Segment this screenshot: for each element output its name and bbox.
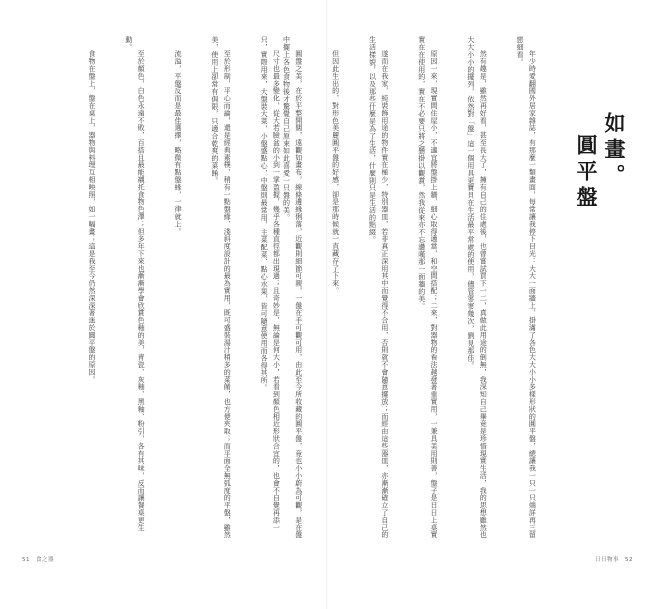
paragraph: 尺寸也最多變化，從大若臉盆的小到一掌盈握，幾乎各種直徑都出現過；且奇妙是，無論是何大小，若看到顏色相近形狀合宜的，也會不自覺再添一只，實際用來，大盤裝大菜，小盤盛點心，中盤則最常用，主菜配菜、點心水果，皆可隨意使用而各得其所。 — [260, 36, 281, 531]
paragraph: 圓盤之美，在於平整開闊，遠觀如畫布，線條邊緣俐落，近觀則細節可親，一盤在手可觀可用，由此至今所收藏的圓平盤，竟也小小蔚為可觀，是在盤中擺上各色食物後才驚覺自己原來如此喜愛一只盤的美。 — [282, 36, 303, 539]
paragraph: 原因一來，現實間住屋小，不適宜將盤掛上牆，細心取得適當，和空間搭配；二來，對器物的看法越發著重實用，一兼具美用則善，盤子是日日上桌實實在在使用的，實在不必要只將之懸掛以觀賞，然我從來亦不忘讚嘆那一面牆的美。 — [417, 36, 439, 539]
chapter-title — [601, 112, 627, 190]
right-page — [282, 0, 655, 609]
title-line-1: 如畫。 — [602, 112, 627, 190]
paragraph: 至於形制，平心而論，還是經典素樸、稍有一點盤緣、淺斜度設計的最為實用，既可盛裝湯汁稍多的菜餚，也方便夾取；而平面全無弧度的平盤，雖然美，使用上卻常有侷限，只適合乾爽的菜餚。 — [210, 36, 232, 539]
paragraph: 食物在盤上，盤在桌上，器物與料理互相映照，如一幅畫；這是我至今仍然深深著迷於圓平盤的原因。 — [87, 50, 96, 383]
body-text-right — [282, 36, 563, 541]
left-page — [0, 0, 327, 609]
title-line-2: 圓平盤 — [574, 134, 599, 212]
paragraph: 但因此生出的，對形色美麗圓平盤的好感，卻是那時候就一直藏存了下來。 — [331, 50, 340, 295]
folio-right: 日日物事 52 — [595, 557, 633, 563]
paragraph: 年少時愛翻國外居家雜誌，有那麼一類畫面，每常讓我停下目光：大大一面牆上，掛滿了各色大大小小多樣形狀的圓平盤，總讓我一只一只端詳再三留戀細看。 — [516, 36, 537, 539]
folio-left: 51 食之器 — [22, 557, 54, 563]
body-text-left — [25, 36, 307, 541]
paragraph: 然有趣是，雖然再好看，甚至長大了，擁有自己的住處後，也曾嘗試買下一二，真做此用途的倒無，我深知自己畢竟是珍惜現實生活，我的思想雖然也大大小小的擺列，依然對「盤」這一個用具更寶貝在生活最平常處的使用，儘管寥寥幾次，劉見那佳。 — [466, 36, 488, 539]
paragraph: 遂而在我家，純裝飾用途的物件實在極少，特別器皿，若非真正深用其中而覺得不合用，否則就不會隨意擺放；而經由這些器皿，亦漸漸確立了自己的生活樣貌，以及那些什麼是為了生活，什麼則只是生活的點綴。 — [368, 36, 389, 539]
paragraph: 流溢，平盤反而是最佳選擇，略微有點盤緣，一律就上。 — [174, 50, 183, 235]
paragraph: 至於顏色，白色永遠不敗，百搭且最能襯托食物色澤；但多年下來也漸漸學會欣賞色釉的美，青瓷、灰釉、黑釉、粉引，各有其味，反而讓餐桌更生動。 — [124, 36, 146, 531]
chapter-title-second — [573, 134, 599, 212]
